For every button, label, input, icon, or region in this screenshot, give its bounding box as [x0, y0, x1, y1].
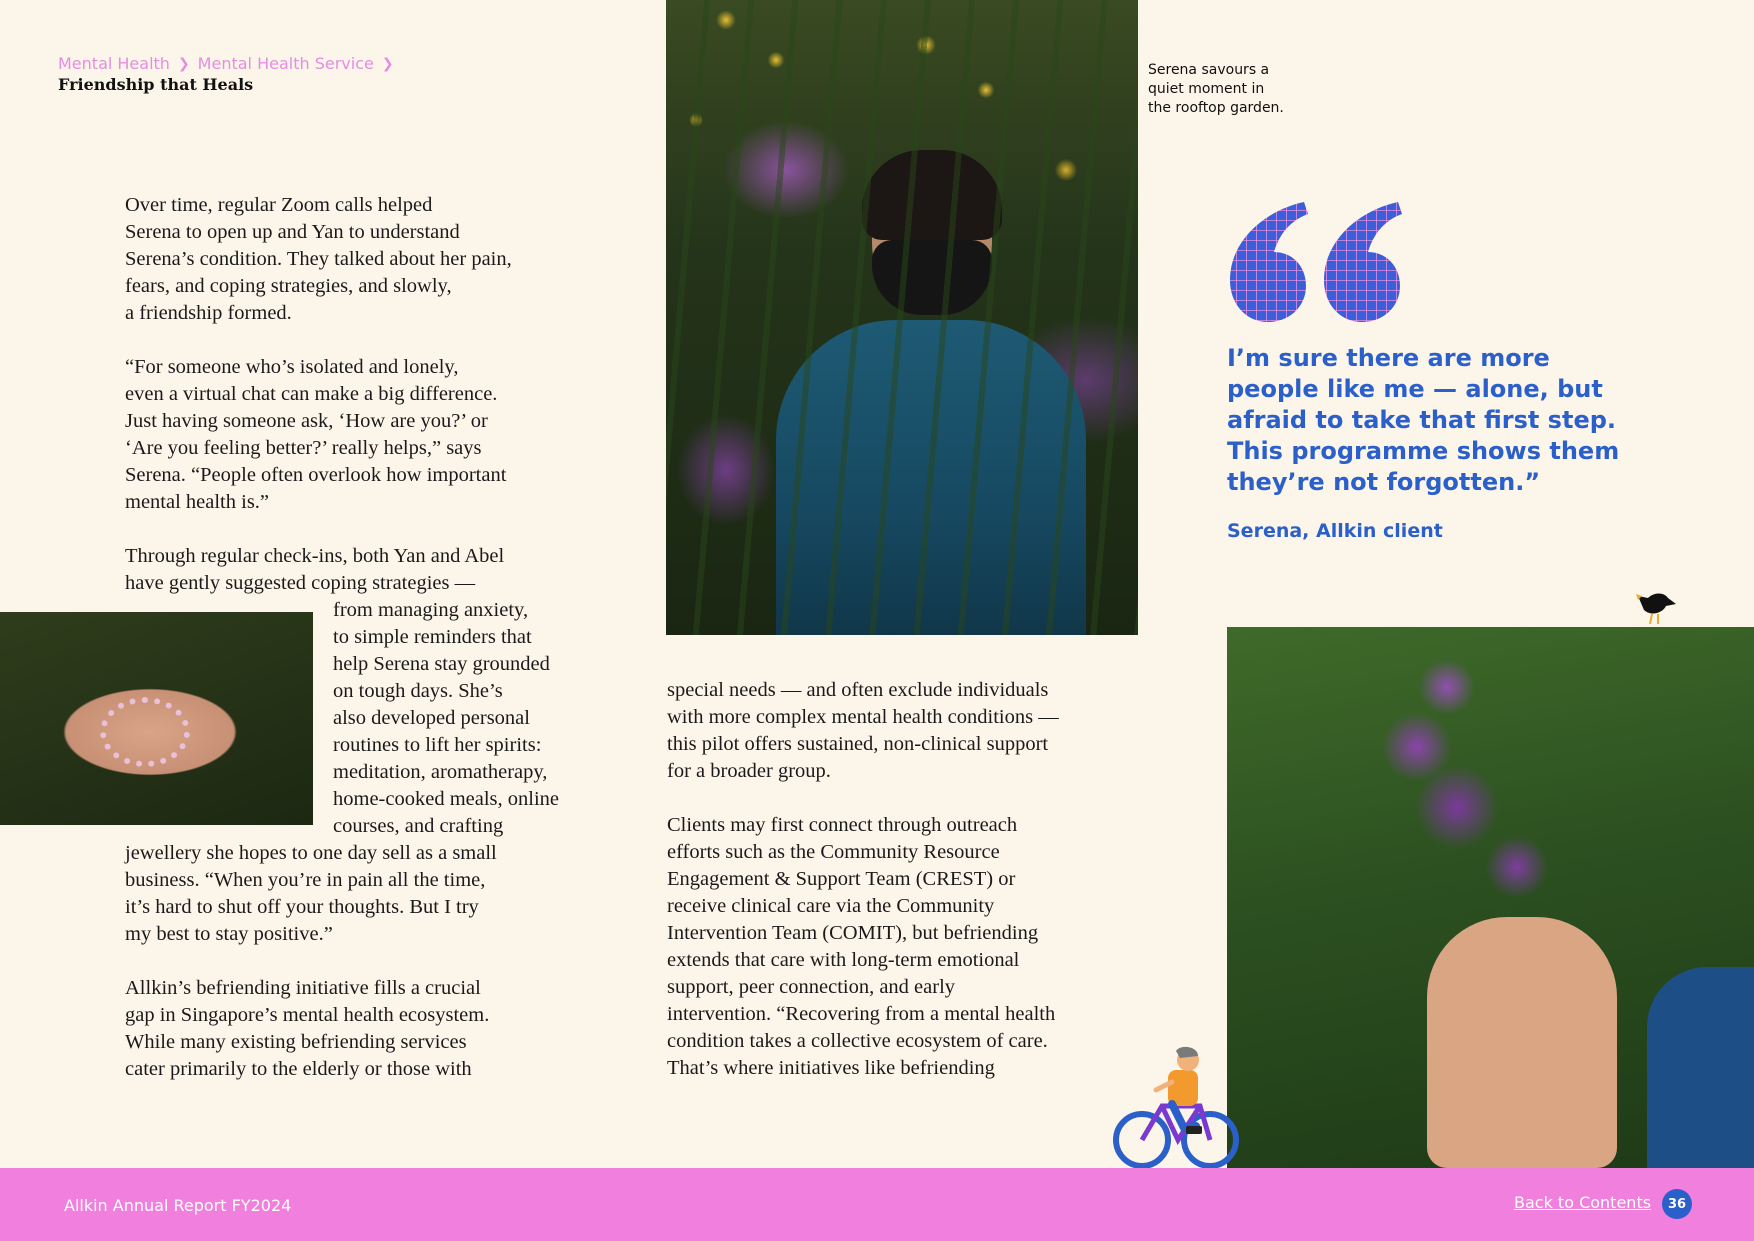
- body-paragraph-6: Clients may first connect through outreach efforts such as the Community Resource Engagement & Support Team (CREST) or receive clinical care via the Community Intervention Team (COMIT), but befriending extends that care with long-term emotional support, peer connection, and early intervention. “Recovering from a mental health condition takes a collective ecosystem of care. That’s where initiatives like befriending: [667, 814, 1056, 1079]
- breadcrumb: [58, 54, 394, 73]
- body-paragraph-3-bottom: jewellery she hopes to one day sell as a small business. “When you’re in pain all the time, it’s hard to shut off your thoughts. But I try my best to stay positive.”: [125, 842, 497, 945]
- cyclist-illustration: [1110, 1046, 1250, 1174]
- quote-attribution: Serena, Allkin client: [1227, 520, 1443, 542]
- bracelet-in-hand-photo: [0, 612, 313, 825]
- back-to-contents-link[interactable]: Back to Contents: [1514, 1193, 1652, 1212]
- page-number-badge: 36: [1662, 1189, 1692, 1219]
- body-paragraph-3-wrap: from managing anxiety, to simple reminders that help Serena stay grounded on tough days. She’s also developed personal routines to lift her spirits: meditation, aromatherapy, home-cooked meals, online courses, and crafting: [333, 599, 560, 837]
- body-paragraph-5: special needs — and often exclude individuals with more complex mental health conditions — this pilot offers sustained, non-clinical support for a broader group.: [667, 679, 1059, 782]
- breadcrumb-current: Friendship that Heals: [58, 75, 254, 94]
- serena-garden-photo: [666, 0, 1138, 635]
- breadcrumb-item-mental-health-service[interactable]: Mental Health Service: [197, 54, 374, 73]
- chevron-right-icon: ❯: [177, 55, 190, 72]
- chevron-right-icon: ❯: [381, 55, 394, 72]
- breadcrumb-item-mental-health[interactable]: Mental Health: [58, 54, 170, 73]
- flower-in-hand-photo: [1227, 627, 1754, 1168]
- photo-sleeve: [1647, 967, 1754, 1168]
- body-paragraph-1: Over time, regular Zoom calls helped Serena to open up and Yan to understand Serena’s condition. They talked about her pain, fears, and coping strategies, and slowly, a friendship formed.: [125, 194, 512, 324]
- photo-caption: Serena savours a quiet moment in the rooftop garden.: [1148, 62, 1284, 116]
- bracelet-shape: [100, 697, 190, 767]
- bird-illustration: [1634, 588, 1676, 628]
- pull-quote: I’m sure there are more people like me — alone, but afraid to take that first step. This programme shows them they’re not forgotten.”: [1227, 344, 1620, 496]
- body-paragraph-2: “For someone who’s isolated and lonely, even a virtual chat can make a big difference. Just having someone ask, ‘How are you?’ or ‘Are you feeling better?’ really helps,” says Serena. “People often overlook how important mental health is.”: [125, 356, 507, 513]
- photo-hand: [1427, 917, 1617, 1168]
- footer-report-title: Allkin Annual Report FY2024: [64, 1196, 292, 1215]
- body-paragraph-3-top: Through regular check-ins, both Yan and Abel have gently suggested coping strategies —: [125, 545, 505, 594]
- photo-grass-overlay: [666, 0, 1138, 635]
- body-paragraph-4: Allkin’s befriending initiative fills a crucial gap in Singapore’s mental health ecosystem. While many existing befriending services cater primarily to the elderly or those with: [125, 977, 490, 1080]
- quote-mark-icon: [1226, 200, 1406, 325]
